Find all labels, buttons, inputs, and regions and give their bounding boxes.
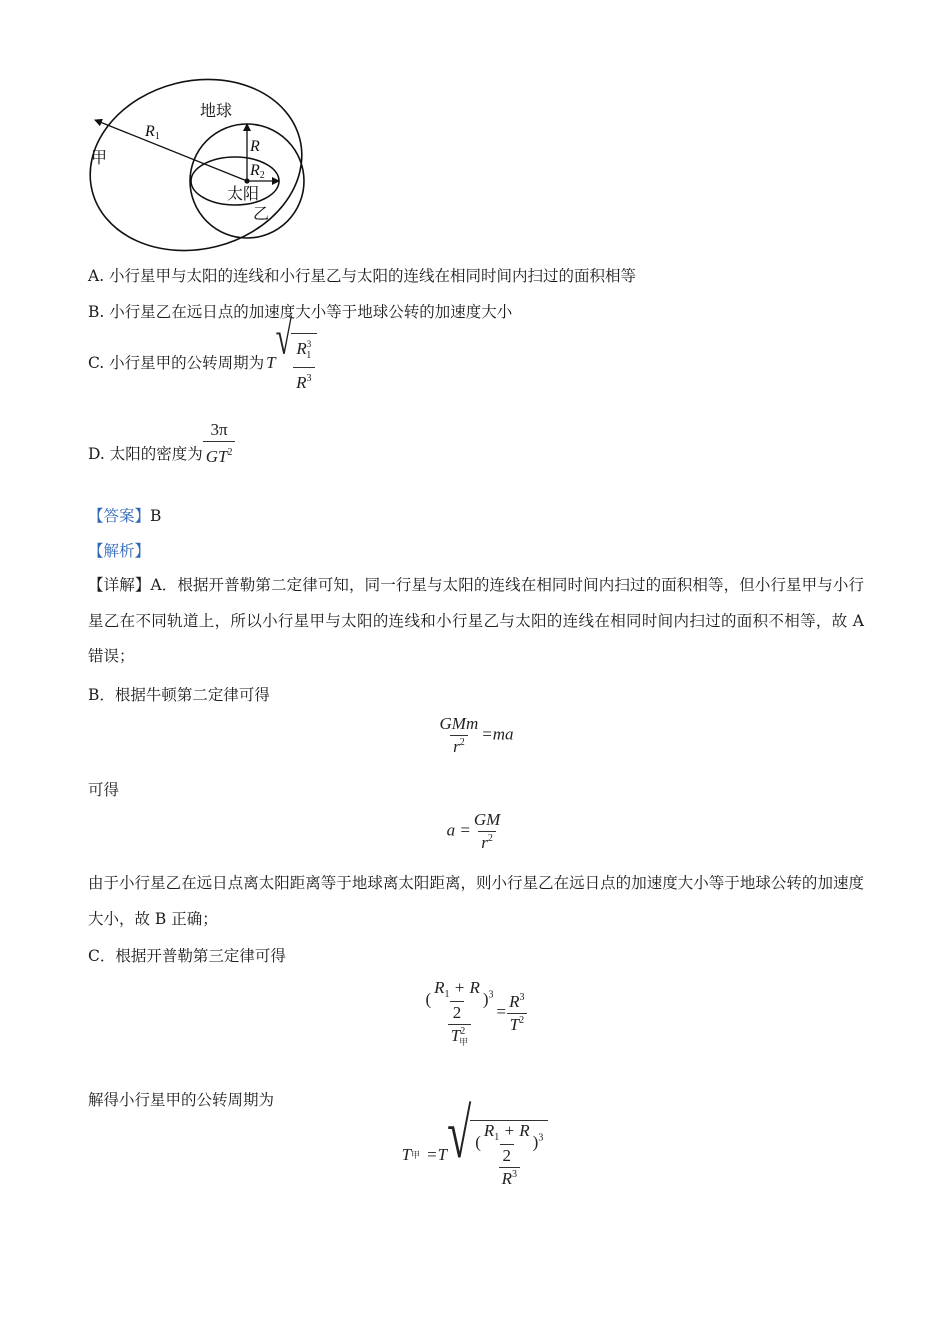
equation-kepler-third: ( $\frac{R_1 + R}{2}$ )$^3$ $T^2_甲$ = $\frac{R^3}{T^2}$ xyxy=(0,978,950,1048)
answer-value: B xyxy=(150,507,162,525)
equation-acceleration: a = $\frac{GM}{r^2}$ xyxy=(446,810,501,852)
label-R2: R2 xyxy=(250,162,265,181)
detail-b-conclusion: 由于小行星乙在远日点离太阳距离等于地球离太阳距离，则小行星乙在远日点的加速度大小等于地球公转的加速度大小，故 B 正确； xyxy=(88,874,864,928)
option-c xyxy=(88,311,317,392)
orbit-jia xyxy=(80,70,320,260)
detail-b-intro: B．根据牛顿第二定律可得 xyxy=(88,686,270,704)
label-R: R xyxy=(250,138,260,155)
detail-a-paragraph xyxy=(88,568,864,675)
detail-tag: 【详解】 xyxy=(88,576,151,594)
orbit-diagram xyxy=(80,70,320,260)
option-c-text: C. 小行星甲的公转周期为 xyxy=(88,354,265,372)
sun-dot xyxy=(244,178,249,183)
equation-newton: $\frac{\text{GMm}}{r^2}$ =ma xyxy=(439,714,514,756)
answer-tag: 【答案】 xyxy=(88,507,151,525)
label-yi: 乙 xyxy=(253,206,270,223)
option-d xyxy=(88,414,235,472)
label-sun: 太阳 xyxy=(227,186,260,203)
option-c-formula: T √ $\frac{R^3_1}{R^3}$ xyxy=(264,333,316,393)
label-earth: 地球 xyxy=(200,103,233,120)
label-jia: 甲 xyxy=(91,150,108,167)
option-d-text: D. 太阳的密度为 xyxy=(88,445,203,463)
detail-c-intro: C．根据开普勒第三定律可得 xyxy=(88,947,286,965)
option-b: B. 小行星乙在远日点的加速度大小等于地球公转的加速度大小 xyxy=(88,303,513,321)
answer-line xyxy=(88,506,161,526)
detail-a-text: A．根据开普勒第二定律可知，同一行星与太阳的连线在相同时间内扫过的面积相等，但小行星甲与小行星乙在不同轨道上，所以小行星甲与太阳的连线和小行星乙与太阳的连线在相同时间内扫过的面积不相等，故 A 错误； xyxy=(88,576,864,665)
equation-period-jia: T 甲 =T √ ( $\frac{R_1 + R}{2}$ )$^3$ $R^3$ xyxy=(0,1120,950,1189)
label-R1: R1 xyxy=(145,123,160,142)
option-d-formula: $\frac{3\pi}{GT^2}$ xyxy=(203,420,236,467)
option-a: A. 小行星甲与太阳的连线和小行星乙与太阳的连线在相同时间内扫过的面积相等 xyxy=(88,267,637,285)
analysis-tag: 【解析】 xyxy=(88,542,151,560)
detail-c-result: 解得小行星甲的公转周期为 xyxy=(88,1091,275,1109)
detail-b-mid: 可得 xyxy=(88,781,120,799)
